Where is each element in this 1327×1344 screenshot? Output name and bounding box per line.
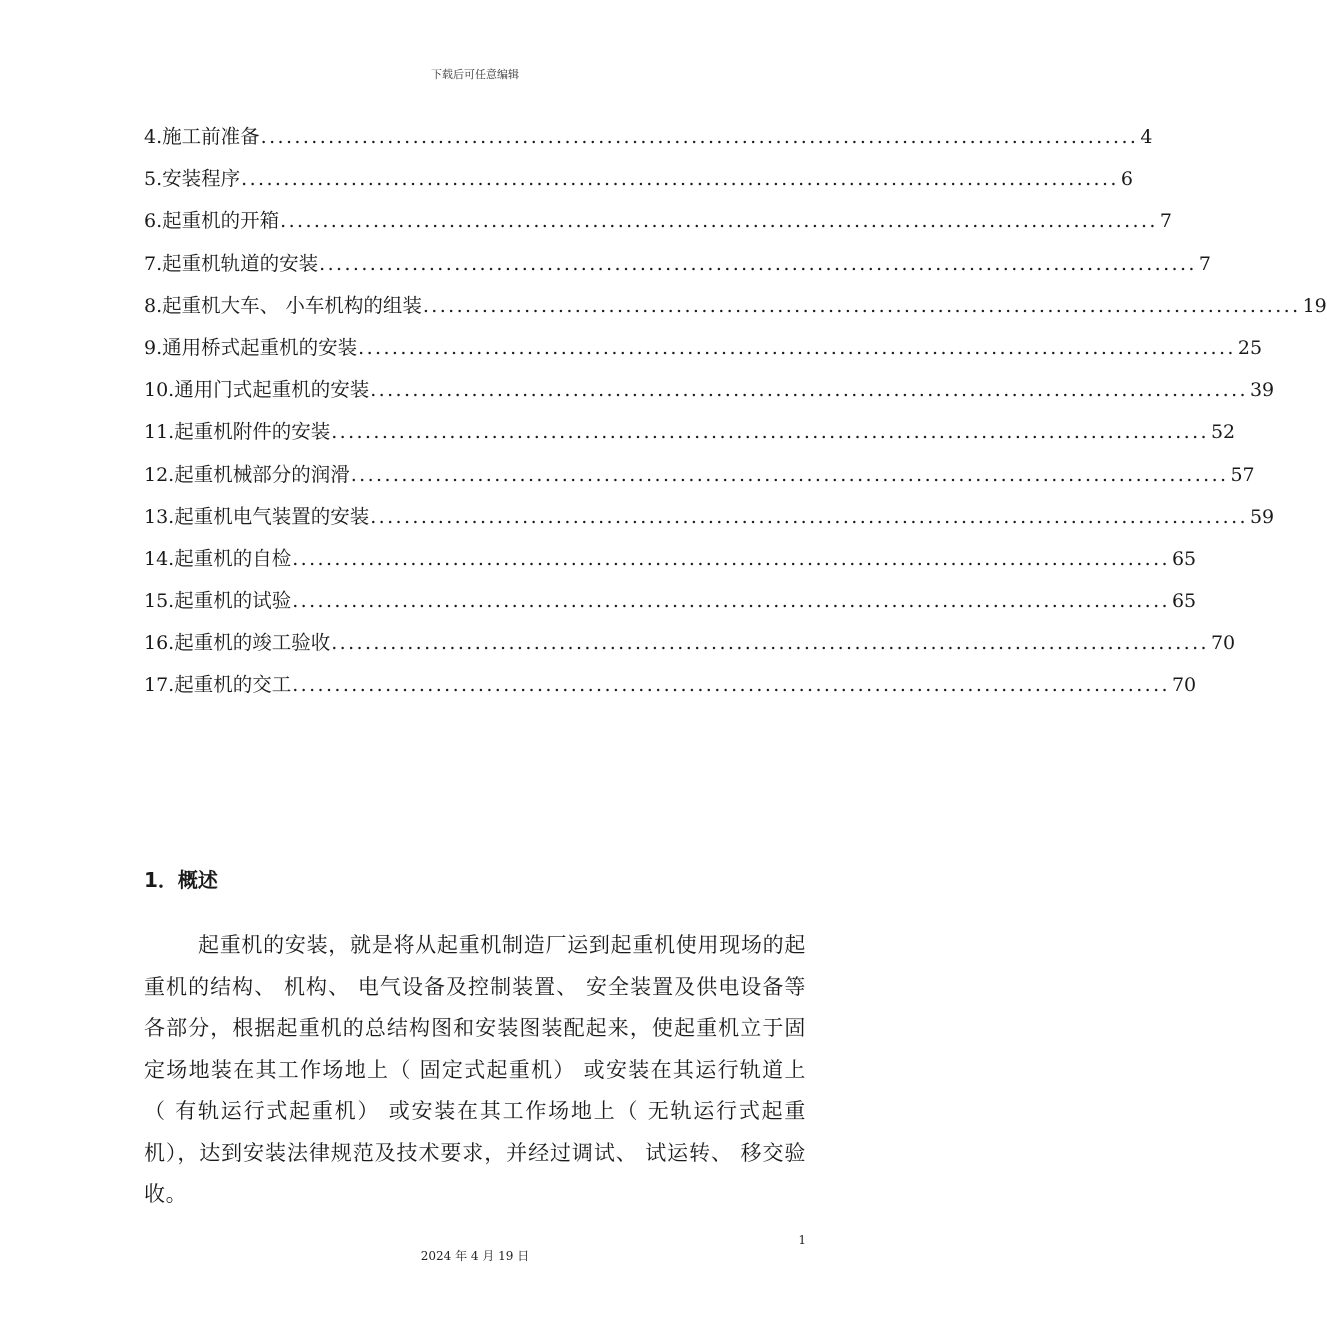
toc-entry-page: 70 [1171,674,1197,697]
toc-entry[interactable] [144,120,1153,162]
header-note: 下载后可任意编辑 [431,68,519,81]
toc-entry-title: 安装程序 [162,167,241,191]
toc-dot-leader: ........................................................................................................ [260,126,1139,148]
toc-entry-page: 65 [1171,547,1197,570]
toc-entry-number: 14. [144,547,175,570]
toc-entry-number: 10. [144,379,175,402]
toc-entry[interactable] [144,331,1263,373]
toc-entry-number: 8. [144,294,163,317]
toc-entry[interactable] [144,458,1255,500]
footer-date: 2024 年 4 月 19 日 [420,1249,530,1263]
toc-entry-title: 通用门式起重机的安装 [174,378,370,402]
toc-dot-leader: ........................................................................................................ [370,505,1248,528]
toc-entry-page: 4 [1140,126,1153,148]
toc-entry-number: 7. [144,252,163,275]
page-number: 1 [798,1233,806,1247]
toc-dot-leader: ........................................................................................................ [292,674,1170,697]
toc-entry[interactable] [144,415,1236,457]
toc-entry-number: 6. [144,210,163,233]
toc-entry-title: 起重机轨道的安装 [162,251,319,275]
toc-entry-number: 11. [144,421,175,444]
toc-entry-title: 起重机的交工 [174,673,292,697]
toc-entry-title: 起重机大车、 小车机构的组装 [162,293,422,317]
toc-entry-page: 59 [1249,505,1275,528]
toc-entry[interactable] [144,247,1211,289]
toc-entry[interactable] [144,584,1197,626]
toc-entry[interactable] [144,668,1197,710]
toc-entry-title: 起重机的自检 [174,546,292,570]
toc-entry-number: 4. [144,126,163,148]
toc-entry-page: 70 [1210,632,1236,655]
toc-dot-leader: ........................................................................................................ [370,379,1248,402]
toc-entry[interactable] [144,500,1275,542]
toc-entry-number: 17. [144,674,175,697]
toc-entry-title: 起重机械部分的润滑 [174,462,350,486]
toc-entry-number: 5. [144,168,163,191]
section-heading: 1．概述 [144,868,218,892]
toc-entry[interactable] [144,204,1172,246]
toc-entry-page: 57 [1230,463,1255,486]
toc-entry-number: 9. [144,336,163,359]
toc-entry-title: 起重机的开箱 [162,209,280,233]
toc-entry-title: 起重机的竣工验收 [174,631,331,655]
toc-entry-page: 6 [1120,168,1133,191]
toc-entry[interactable] [144,373,1275,415]
toc-entry-title: 起重机的试验 [174,589,292,613]
toc-entry-page: 52 [1210,421,1236,444]
toc-dot-leader: ........................................................................................................ [241,168,1119,191]
toc-dot-leader: ........................................................................................................ [292,547,1170,570]
toc-dot-leader: ........................................................................................................ [292,590,1170,613]
toc-entry-title: 施工前准备 [162,125,260,148]
toc-entry-page: 7 [1198,252,1211,275]
toc-entry-number: 13. [144,505,175,528]
toc-entry-page: 19 [1302,294,1327,317]
toc-dot-leader: ........................................................................................................ [331,421,1209,444]
toc-entry-title: 通用桥式起重机的安装 [162,335,358,359]
toc-entry-number: 12. [144,463,175,486]
toc-dot-leader: ........................................................................................................ [350,463,1229,486]
toc-entry-title: 起重机电气装置的安装 [174,504,370,528]
toc-dot-leader: ........................................................................................................ [319,252,1197,275]
toc-entry-title: 起重机附件的安装 [174,420,331,444]
toc-dot-leader: ........................................................................................................ [358,336,1236,359]
toc-entry-page: 25 [1237,336,1263,359]
toc-dot-leader: ........................................................................................................ [331,632,1209,655]
table-of-contents [144,120,1327,711]
toc-entry[interactable] [144,626,1236,668]
toc-dot-leader: ........................................................................................................ [280,210,1158,233]
toc-dot-leader: ........................................................................................................ [422,294,1301,317]
toc-entry[interactable] [144,162,1133,204]
toc-entry[interactable] [144,542,1197,584]
toc-entry-page: 39 [1249,379,1275,402]
toc-entry-number: 15. [144,590,175,613]
toc-entry-page: 7 [1159,210,1172,233]
body-paragraph: 起重机的安装，就是将从起重机制造厂运到起重机使用现场的起重机的结构、 机构、 电气设备及控制装置、 安全装置及供电设备等各部分，根据起重机的总结构图和安装图装配起来，使起重机立于固定场地装在其工作场地上（ 固定式起重机） 或安装在其运行轨道上（ 有轨运行式起重机） 或安装在其工作场地上（ 无轨运行式起重机），达到安装法律规范及技术要求，并经过调试、 试运转、 移交验收。 [144,933,806,1206]
toc-entry[interactable] [144,289,1327,331]
toc-entry-number: 16. [144,632,175,655]
toc-entry-page: 65 [1171,590,1197,613]
